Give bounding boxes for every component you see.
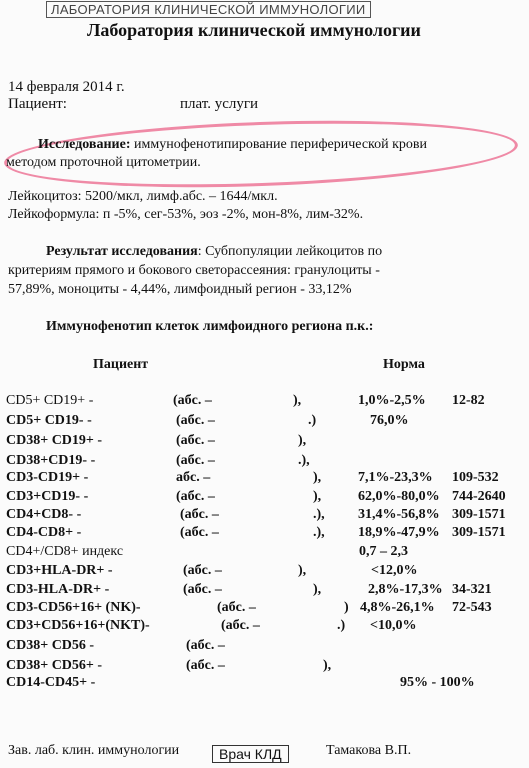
row-norm-abs: 309-1571 [452, 507, 506, 522]
immuno-heading: Иммунофенотип клеток лимфоидного региона п.к.: [46, 319, 374, 334]
row-close: .), [313, 525, 325, 540]
patient-note: плат. услуги [180, 96, 259, 112]
row-abs: (абс. – [176, 433, 215, 448]
row-norm-abs: 34-321 [452, 582, 492, 597]
row-norm: <12,0% [371, 563, 418, 578]
study-text: иммунофенотипирование периферической крови [134, 137, 428, 152]
row-close: ), [298, 563, 307, 578]
row-close: ), [323, 658, 332, 673]
row-marker: CD38+ CD56 - [6, 638, 95, 653]
row-abs: (абс. – [186, 658, 225, 673]
study-line-2: методом проточной цитометрии. [6, 155, 201, 170]
row-norm: 7,1%-23,3% [358, 470, 433, 485]
study-label: Исследование: [38, 137, 131, 152]
row-close: ), [298, 433, 307, 448]
row-abs: (абс. – [180, 525, 219, 540]
row-marker: CD3+CD56+16+(NKT)- [6, 618, 150, 633]
row-close: ) [344, 600, 349, 615]
col-patient: Пациент [93, 357, 149, 372]
row-close: ), [313, 582, 322, 597]
row-abs: (абс. – [173, 393, 212, 408]
row-marker: CD3-CD56+16+ (NK)- [6, 600, 141, 615]
row-norm-abs: 744-2640 [452, 489, 506, 504]
row-abs: (абс. – [176, 453, 215, 468]
col-norm: Норма [383, 357, 425, 372]
row-norm: 4,8%-26,1% [360, 600, 435, 615]
result-text: : Субпопуляции лейкоцитов по [197, 244, 383, 259]
row-abs: (абс. – [176, 413, 215, 428]
row-norm: 0,7 – 2,3 [359, 544, 408, 559]
row-close: .) [308, 413, 317, 428]
study-line-1 [38, 137, 427, 153]
doctor-stamp: Врач КЛД [212, 745, 289, 763]
head-name: Тамакова В.П. [326, 743, 412, 758]
row-abs: (абс. – [176, 489, 215, 504]
row-abs: (абс. – [186, 638, 225, 653]
row-norm: 95% - 100% [400, 675, 475, 690]
row-norm: 31,4%-56,8% [358, 507, 440, 522]
row-abs: (абс. – [183, 563, 222, 578]
row-norm-abs: 72-543 [452, 600, 492, 615]
row-close: ), [293, 393, 302, 408]
row-marker: CD14-CD45+ - [6, 675, 96, 690]
leukocytes: Лейкоцитоз: 5200/мкл, лимф.абс. – 1644/мкл. [8, 189, 278, 204]
row-norm: 18,9%-47,9% [358, 525, 440, 540]
row-norm: 2,8%-17,3% [368, 582, 443, 597]
result-line-2: критериям прямого и бокового светорассеяния: гранулоциты - [8, 263, 380, 278]
leukoformula: Лейкоформула: п -5%, сег-53%, эоз -2%, мон-8%, лим-32%. [8, 207, 364, 222]
row-norm: 62,0%-80,0% [358, 489, 440, 504]
document-title: Лаборатория клинической иммунологии [87, 20, 421, 40]
result-line-1 [46, 244, 382, 260]
row-abs: (абс. – [217, 600, 256, 615]
row-abs: абс. – [176, 470, 211, 485]
row-marker: CD4-CD8+ - [6, 525, 82, 540]
row-norm-abs: 309-1571 [452, 525, 506, 540]
row-close: .), [298, 453, 310, 468]
row-close: ), [313, 489, 322, 504]
highlight-ellipse [3, 113, 519, 195]
patient-label: Пациент: [8, 96, 67, 112]
row-abs: (абс. – [180, 507, 219, 522]
row-marker: CD4+/CD8+ индекс [6, 544, 124, 559]
row-marker: CD3+CD19- - [6, 489, 89, 504]
row-marker: CD38+ CD19+ - [6, 433, 103, 448]
head-label: Зав. лаб. клин. иммунологии [8, 743, 180, 758]
row-marker: CD5+ CD19- - [6, 413, 92, 428]
row-marker: CD5+ CD19+ - [6, 393, 94, 408]
row-norm: 76,0% [370, 413, 409, 428]
row-marker: CD4+CD8- - [6, 507, 82, 522]
result-label: Результат исследования [46, 244, 198, 259]
row-close: ), [313, 470, 322, 485]
date: 14 февраля 2014 г. [8, 79, 125, 95]
row-close: .), [313, 507, 325, 522]
lab-stamp: ЛАБОРАТОРИЯ КЛИНИЧЕСКОЙ ИММУНОЛОГИИ [46, 1, 371, 18]
row-close: .) [337, 618, 346, 633]
row-norm-abs: 12-82 [452, 393, 485, 408]
row-abs: (абс. – [183, 582, 222, 597]
row-marker: CD3-HLA-DR+ - [6, 582, 110, 597]
row-abs: (абс. – [221, 618, 260, 633]
result-line-3: 57,89%, моноциты - 4,44%, лимфоидный регион - 33,12% [8, 282, 352, 297]
row-marker: CD3+HLA-DR+ - [6, 563, 113, 578]
row-norm-abs: 109-532 [452, 470, 499, 485]
row-norm: <10,0% [370, 618, 417, 633]
row-norm: 1,0%-2,5% [358, 393, 426, 408]
row-marker: CD38+CD19- - [6, 453, 96, 468]
row-marker: CD3-CD19+ - [6, 470, 89, 485]
row-marker: CD38+ CD56+ - [6, 658, 103, 673]
